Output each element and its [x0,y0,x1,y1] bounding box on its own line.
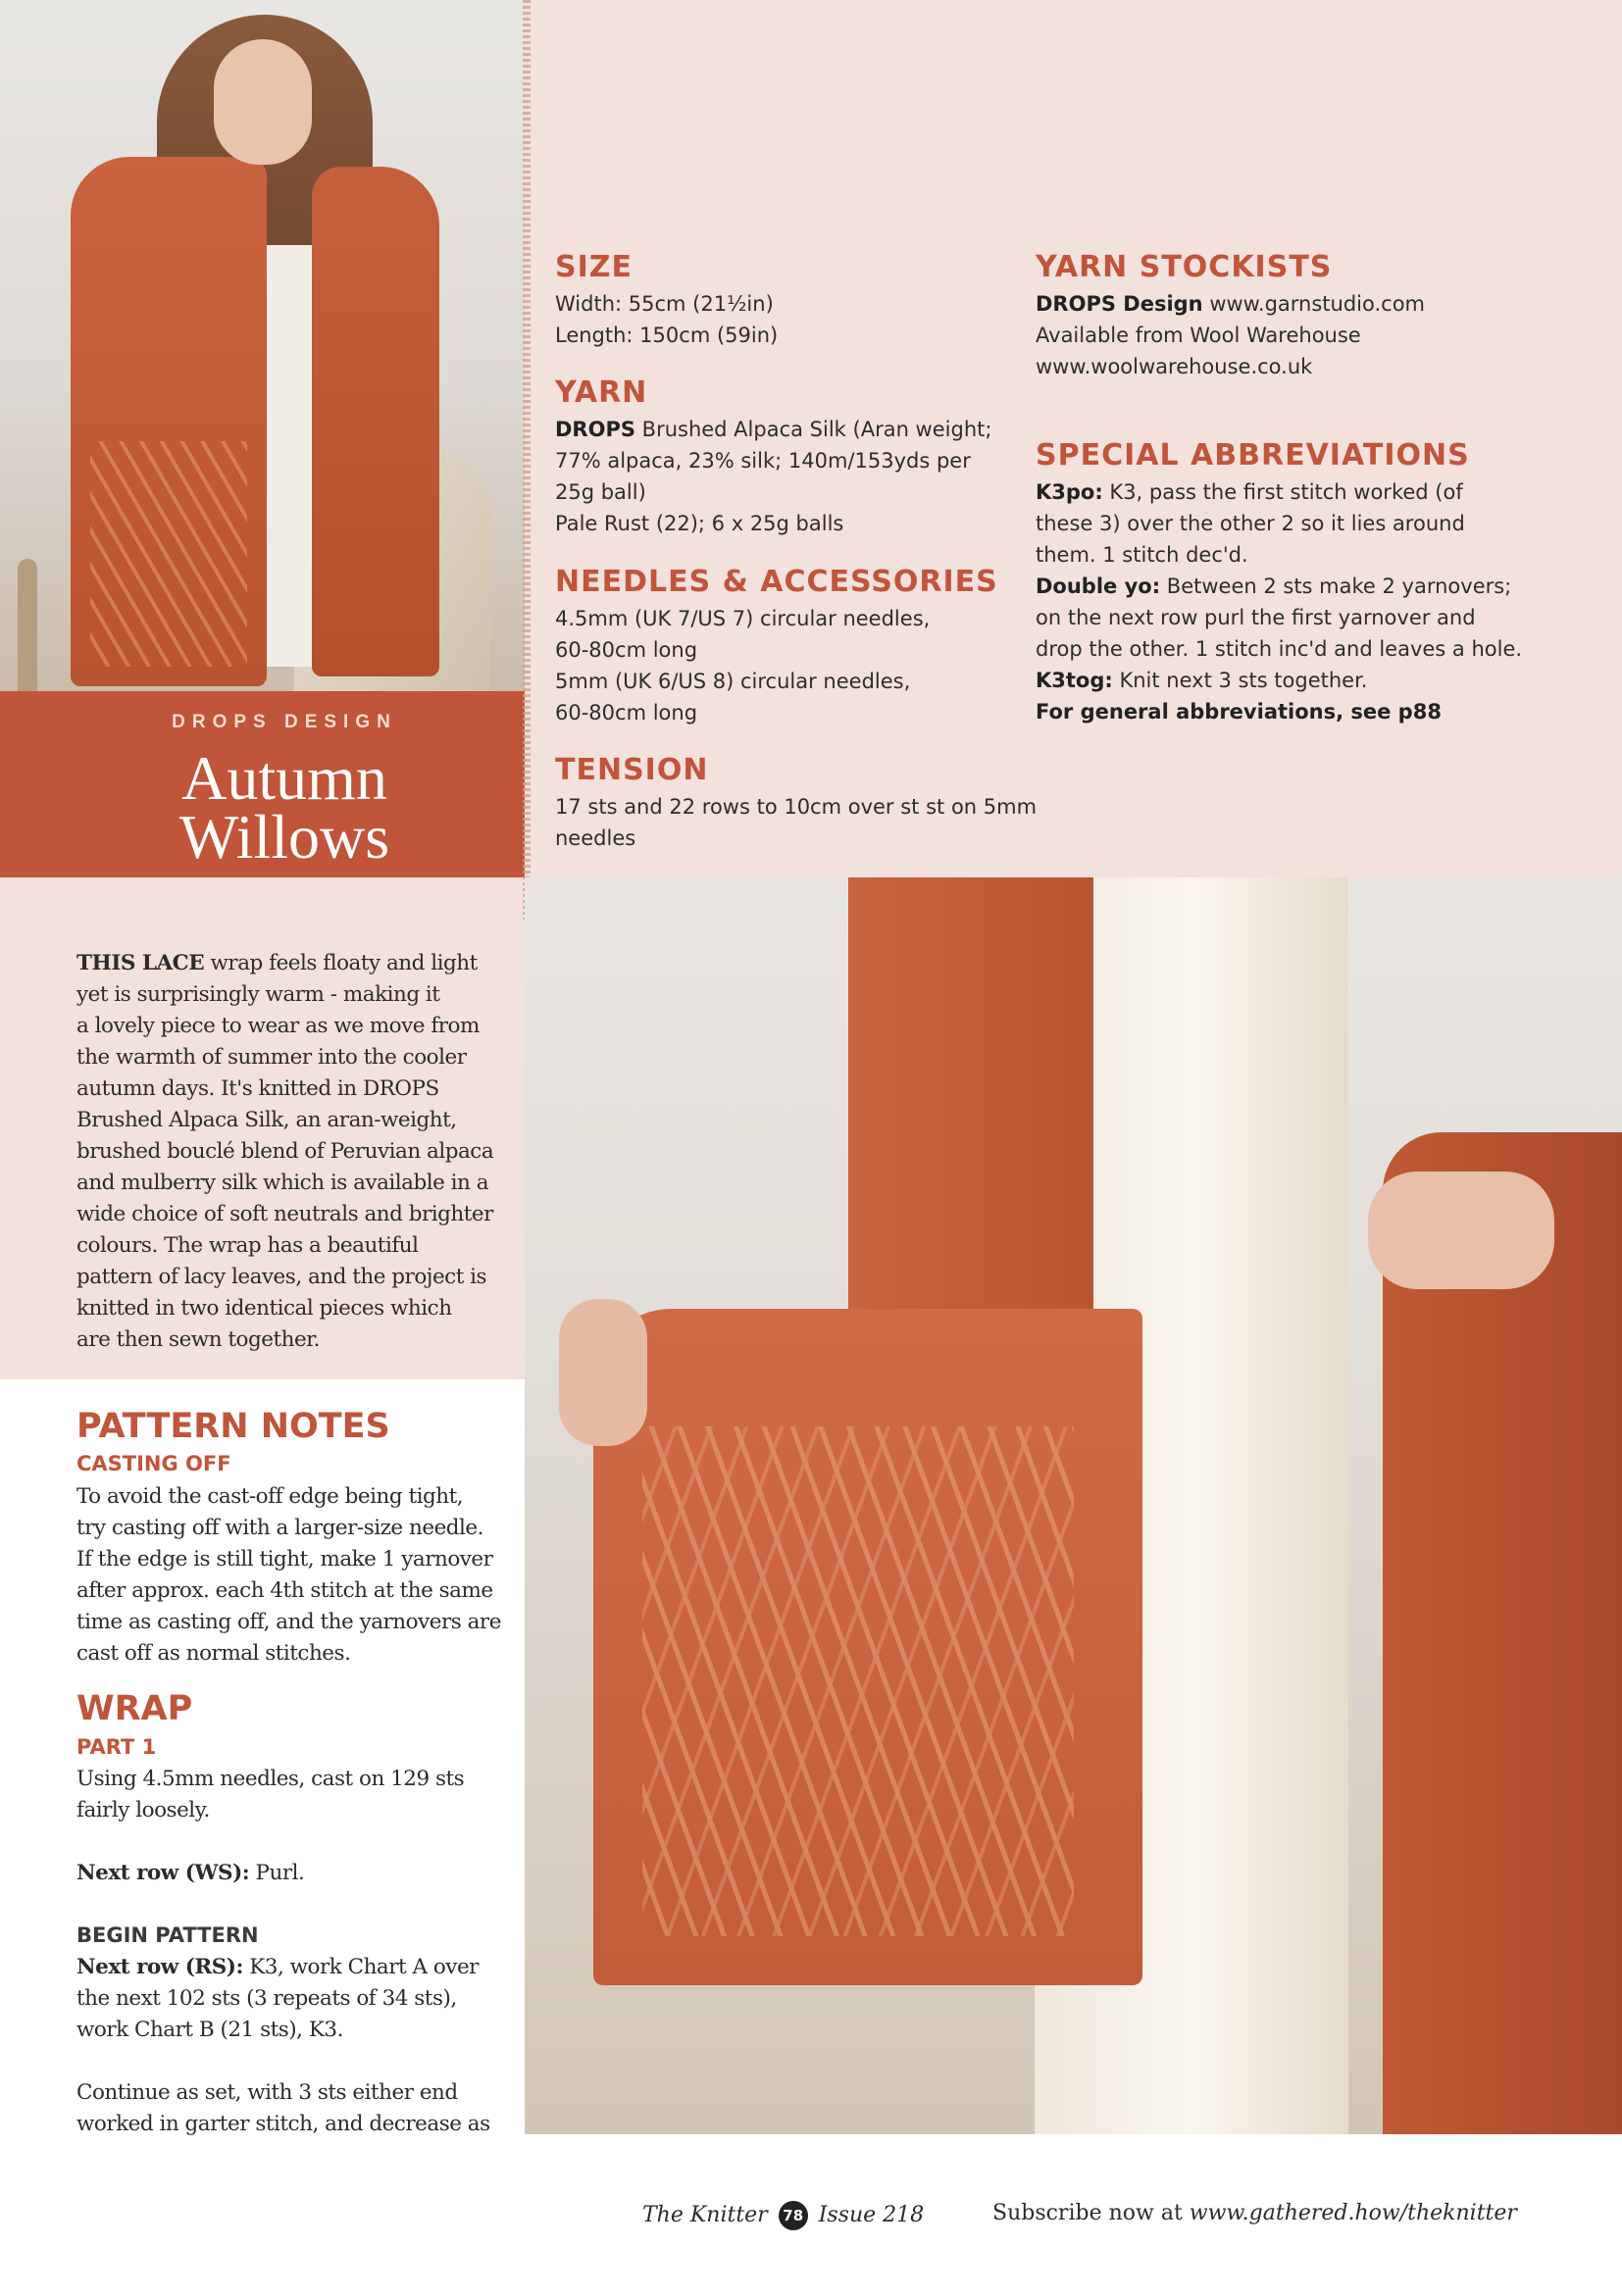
photo-wrap-right [312,167,439,676]
intro-line: brushed bouclé blend of Peruvian alpaca [76,1139,494,1164]
yarn-brand: DROPS [555,418,635,441]
needles-line-1: 4.5mm (UK 7/US 7) circular needles, [555,607,931,630]
abbr-k3po-line-2: these 3) over the other 2 so it lies around [1036,512,1465,535]
abbr-k3po-text: K3, pass the first stitch worked (of [1102,480,1463,504]
intro-line-1-text: wrap feels floaty and light [204,951,478,975]
rs-row-instruction [76,1952,513,2046]
notes-line: To avoid the cast-off edge being tight, [76,1484,464,1509]
abbr-dyo-line-1 [1036,571,1522,602]
abbr-k3po-line-1 [1036,476,1522,508]
continue-line: Continue as set, with 3 sts either end [76,2080,458,2105]
tension-details [555,791,1037,854]
yarn-line-1 [555,414,991,445]
ws-row-line [76,1858,304,1889]
yarn-colour: Pale Rust (22); 6 x 25g balls [555,512,844,535]
notes-line: If the edge is still tight, make 1 yarnover [76,1547,493,1572]
pattern-notes-heading: PATTERN NOTES [76,1407,390,1446]
notes-line: try casting off with a larger-size needle. [76,1516,483,1540]
stitch-divider [523,0,531,920]
yarn-line-1-text: Brushed Alpaca Silk (Aran weight; [634,418,992,441]
designer-kicker: DROPS DESIGN [172,712,397,732]
yarn-line-3: 25g ball) [555,480,646,504]
casting-off-text [76,1481,513,1670]
size-width: Width: 55cm (21½in) [555,292,774,316]
stockists-brand: DROPS Design [1036,292,1203,316]
yarn-heading: YARN [555,375,648,410]
intro-line: wide choice of soft neutrals and brighter [76,1202,493,1226]
abbr-k3tog-term: K3tog: [1036,669,1113,692]
model-photo-main [525,877,1622,2134]
abbr-dyo-text: Between 2 sts make 2 yarnovers; [1160,574,1512,598]
size-details [555,288,778,351]
abbr-k3po-term: K3po: [1036,480,1103,504]
rs-row-text: K3, work Chart A over [242,1955,479,1979]
size-length: Length: 150cm (59in) [555,324,779,347]
notes-line: cast off as normal stitches. [76,1641,351,1666]
footer-subscribe [992,2201,1517,2225]
intro-line: Brushed Alpaca Silk, an aran-weight, [76,1108,457,1132]
abbreviations-heading: SPECIAL ABBREVIATIONS [1036,438,1470,473]
cast-on-line: Using 4.5mm needles, cast on 129 sts [76,1767,465,1791]
photo-leaf-lace [642,1426,1074,1936]
tension-line-2: needles [555,826,636,850]
intro-line-1 [76,948,508,979]
intro-line: pattern of lacy leaves, and the project is [76,1265,487,1289]
notes-line: time as casting off, and the yarnovers are [76,1610,501,1634]
abbr-general-link [1036,696,1522,727]
footer-folio [642,2201,924,2230]
issue-number: Issue 218 [818,2203,925,2227]
intro-line: the warmth of summer into the cooler [76,1045,467,1070]
stockists-url: www.woolwarehouse.co.uk [1036,355,1313,378]
intro-line: autumn days. It's knitted in DROPS [76,1076,439,1101]
page-number-badge: 78 [779,2201,808,2230]
tension-heading: TENSION [555,753,709,787]
abbr-dyo-line-2: on the next row purl the first yarnover and [1036,606,1476,629]
tension-line-1: 17 sts and 22 rows to 10cm over st st on 5mm [555,795,1038,819]
abbreviations-details [1036,476,1522,727]
intro-line: yet is surprisingly warm - making it [76,982,440,1007]
stockists-website: www.garnstudio.com [1202,292,1426,316]
abbr-k3po-line-3: them. 1 stitch dec'd. [1036,543,1248,567]
rs-row-line-2: the next 102 sts (3 repeats of 34 sts), [76,1986,457,2011]
needles-details [555,603,930,728]
abbr-k3tog-text: Knit next 3 sts together. [1112,669,1368,692]
abbr-k3tog-line [1036,665,1522,696]
part-1-subheading: PART 1 [76,1735,157,1759]
continue-line: worked in garter stitch, and decrease as [76,2112,490,2136]
cast-on-text [76,1764,513,1826]
wrap-heading: WRAP [76,1689,193,1728]
notes-line: after approx. each 4th stitch at the same [76,1578,493,1603]
rs-row-line-3: work Chart B (21 sts), K3. [76,2018,343,2042]
cast-on-line: fairly loosely. [76,1798,210,1822]
abbr-dyo-line-3: drop the other. 1 stitch inc'd and leaves a hole. [1036,637,1523,661]
pattern-title-line-2: Willows [178,802,390,872]
subscribe-text: Subscribe now at [992,2201,1190,2225]
needles-line-2: 60-80cm long [555,638,698,662]
photo-post [18,559,37,691]
model-photo-top [0,0,525,691]
intro-line: knitted in two identical pieces which [76,1296,452,1321]
ws-row-instruction [76,1858,304,1889]
stockists-line-2: Available from Wool Warehouse [1036,324,1361,347]
needles-line-3: 5mm (UK 6/US 8) circular needles, [555,670,911,693]
photo-lace-pattern [90,441,247,667]
photo-hand-left [559,1299,647,1446]
photo-face [214,39,312,165]
size-heading: SIZE [555,250,634,284]
begin-pattern-subheading: BEGIN PATTERN [76,1923,259,1947]
yarn-details [555,414,991,539]
intro-lead: THIS LACE [76,951,205,975]
intro-line: and mulberry silk which is available in a [76,1171,489,1195]
ws-row-text: Purl. [249,1861,305,1885]
intro-line: are then sewn together. [76,1327,320,1352]
magazine-name: The Knitter [642,2203,768,2227]
stockists-heading: YARN STOCKISTS [1036,250,1333,284]
intro-line: a lovely piece to wear as we move from [76,1014,480,1038]
continue-text [76,2077,513,2140]
intro-line: colours. The wrap has a beautiful [76,1233,419,1258]
subscribe-url[interactable]: www.gathered.how/theknitter [1189,2201,1517,2225]
ws-row-term: Next row (WS): [76,1861,250,1885]
abbr-dyo-term: Double yo: [1036,574,1161,598]
yarn-line-2: 77% alpaca, 23% silk; 140m/153yds per [555,449,971,473]
stockists-details [1036,288,1425,382]
needles-line-4: 60-80cm long [555,701,698,724]
intro-paragraph [76,948,508,1356]
needles-heading: NEEDLES & ACCESSORIES [555,565,998,599]
casting-off-subheading: CASTING OFF [76,1452,231,1475]
stockists-line-1 [1036,288,1425,320]
abbr-general-text: For general abbreviations, see p88 [1036,700,1442,724]
photo-hand-right [1368,1172,1554,1289]
rs-row-term: Next row (RS): [76,1955,243,1979]
pattern-title-line-1: Autumn [181,743,387,813]
rs-row-line-1 [76,1952,513,1983]
